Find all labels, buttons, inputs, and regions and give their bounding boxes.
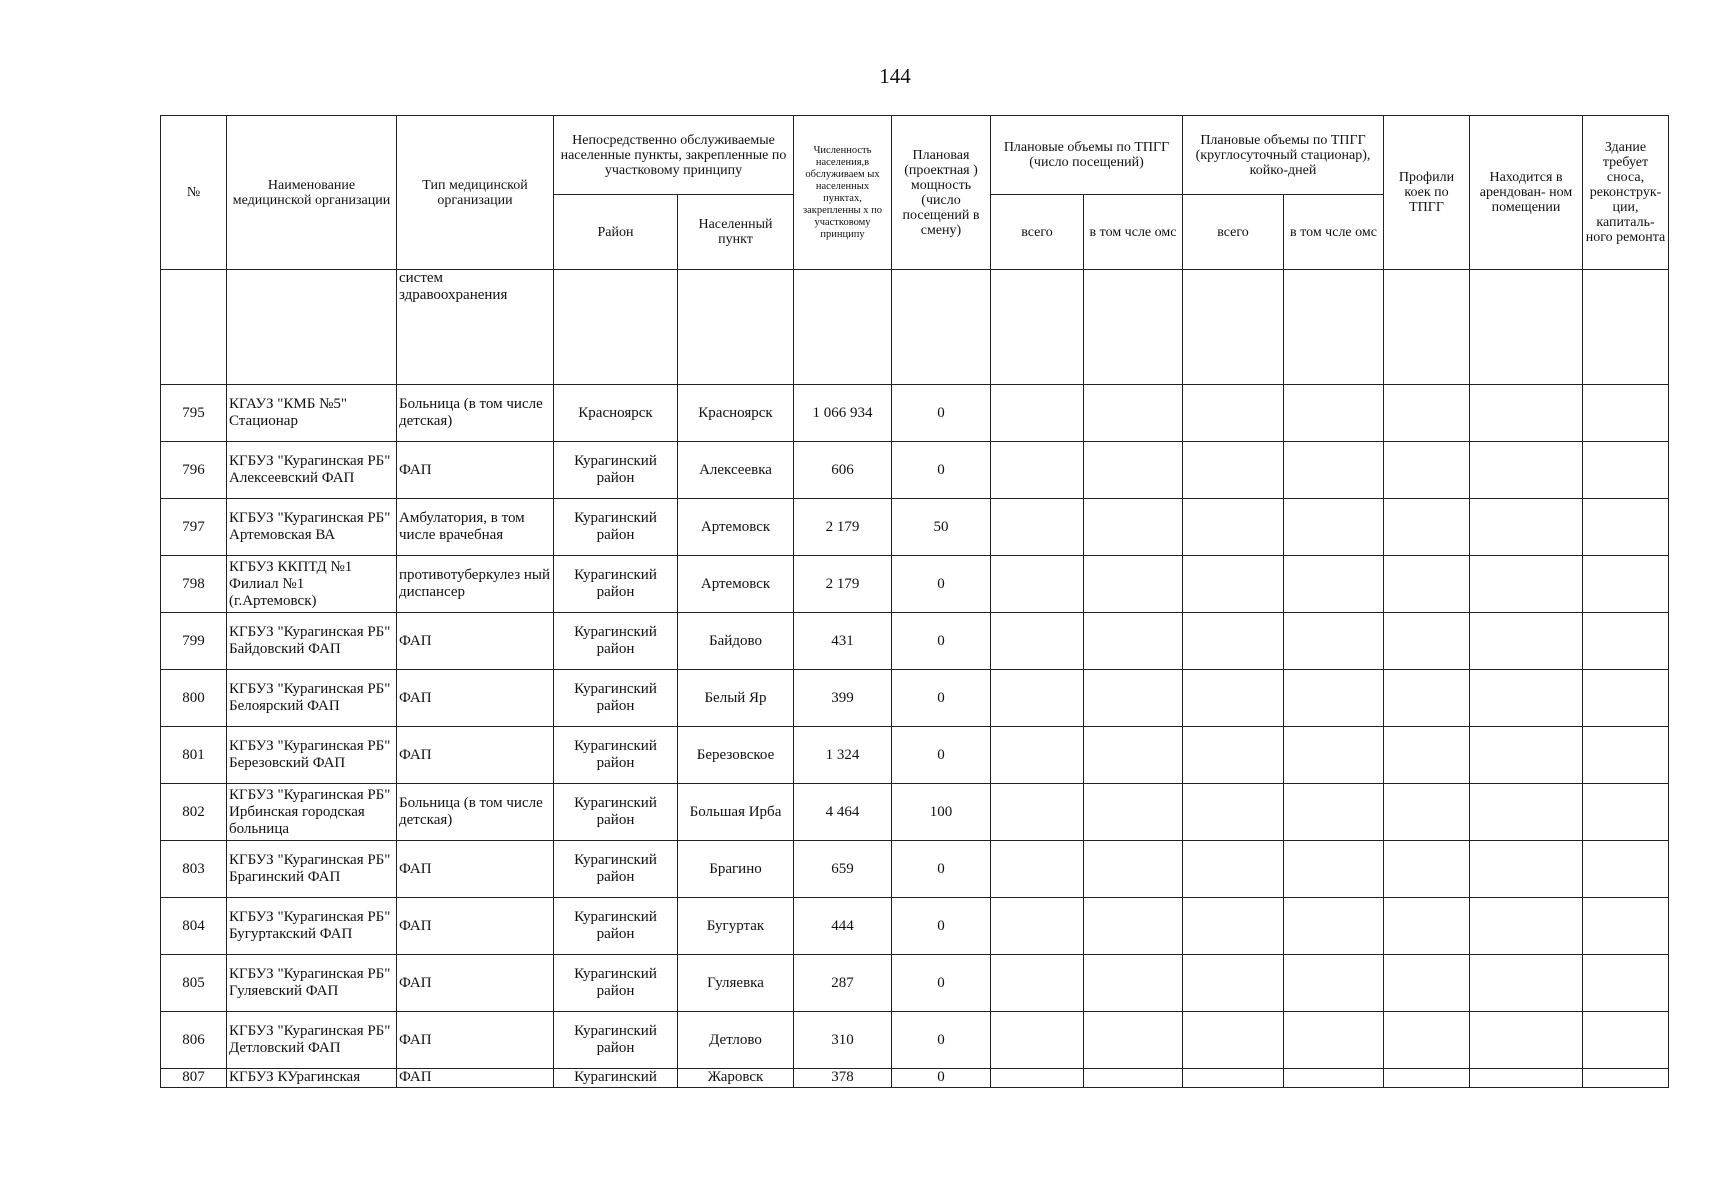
row-type: ФАП	[397, 613, 554, 670]
row-visits-total	[991, 841, 1084, 898]
row-visits-oms	[1084, 1012, 1183, 1069]
row-settlement: Жаровск	[678, 1069, 794, 1088]
row-visits-total	[991, 955, 1084, 1012]
row-visits-total	[991, 784, 1084, 841]
row-profiles	[1384, 442, 1470, 499]
row-beds-oms	[1284, 670, 1384, 727]
row-name: КГБУЗ "Курагинская РБ" Детловский ФАП	[227, 1012, 397, 1069]
row-visits-total	[991, 670, 1084, 727]
row-capacity: 0	[892, 955, 991, 1012]
row-repair	[1583, 499, 1669, 556]
row-settlement: Байдово	[678, 613, 794, 670]
row-num: 804	[161, 898, 227, 955]
row-beds-oms	[1284, 385, 1384, 442]
row-beds-total	[1183, 499, 1284, 556]
table-row	[161, 556, 1669, 613]
row-capacity: 0	[892, 670, 991, 727]
continuation-type: систем здравоохранения	[397, 270, 554, 385]
row-beds-total	[1183, 442, 1284, 499]
header-num: №	[161, 116, 227, 270]
row-name: КГБУЗ КУрагинская	[227, 1069, 397, 1088]
row-repair	[1583, 385, 1669, 442]
row-beds-oms	[1284, 1069, 1384, 1088]
row-capacity: 0	[892, 556, 991, 613]
row-profiles	[1384, 784, 1470, 841]
row-beds-total	[1183, 1069, 1284, 1088]
row-visits-total	[991, 385, 1084, 442]
row-settlement: Детлово	[678, 1012, 794, 1069]
row-settlement: Большая Ирба	[678, 784, 794, 841]
row-name: КГБУЗ "Курагинская РБ" Гуляевский ФАП	[227, 955, 397, 1012]
row-name: КГБУЗ ККПТД №1 Филиал №1 (г.Артемовск)	[227, 556, 397, 613]
row-district: Курагинский район	[554, 499, 678, 556]
row-repair	[1583, 727, 1669, 784]
row-profiles	[1384, 613, 1470, 670]
row-visits-total	[991, 1069, 1084, 1088]
row-beds-total	[1183, 1012, 1284, 1069]
header-district: Район	[554, 195, 678, 270]
row-visits-total	[991, 1012, 1084, 1069]
row-district: Курагинский район	[554, 613, 678, 670]
row-population: 1 066 934	[794, 385, 892, 442]
table-row	[161, 499, 1669, 556]
row-type: противотуберкулез ный диспансер	[397, 556, 554, 613]
row-district: Курагинский район	[554, 955, 678, 1012]
row-name: КГБУЗ "Курагинская РБ" Березовский ФАП	[227, 727, 397, 784]
row-beds-oms	[1284, 898, 1384, 955]
row-beds-oms	[1284, 841, 1384, 898]
table-row	[161, 955, 1669, 1012]
row-repair	[1583, 1012, 1669, 1069]
row-capacity: 0	[892, 442, 991, 499]
row-capacity: 100	[892, 784, 991, 841]
table-body	[161, 270, 1669, 1088]
row-num: 796	[161, 442, 227, 499]
row-visits-oms	[1084, 841, 1183, 898]
row-beds-oms	[1284, 784, 1384, 841]
row-repair	[1583, 613, 1669, 670]
header-name: Наименование медицинской организации	[227, 116, 397, 270]
row-rented	[1470, 955, 1583, 1012]
row-population: 378	[794, 1069, 892, 1088]
row-rented	[1470, 499, 1583, 556]
row-district: Курагинский район	[554, 841, 678, 898]
row-profiles	[1384, 841, 1470, 898]
row-population: 2 179	[794, 556, 892, 613]
row-visits-oms	[1084, 898, 1183, 955]
row-visits-total	[991, 613, 1084, 670]
row-capacity: 0	[892, 898, 991, 955]
row-capacity: 0	[892, 1012, 991, 1069]
row-name: КГБУЗ "Курагинская РБ" Брагинский ФАП	[227, 841, 397, 898]
row-beds-total	[1183, 670, 1284, 727]
row-settlement: Березовское	[678, 727, 794, 784]
table-row	[161, 1012, 1669, 1069]
row-profiles	[1384, 898, 1470, 955]
row-num: 795	[161, 385, 227, 442]
row-name: КГАУЗ "КМБ №5" Стационар	[227, 385, 397, 442]
row-profiles	[1384, 556, 1470, 613]
row-num: 798	[161, 556, 227, 613]
row-num: 803	[161, 841, 227, 898]
table-row	[161, 1069, 1669, 1088]
row-num: 806	[161, 1012, 227, 1069]
row-profiles	[1384, 1069, 1470, 1088]
row-population: 444	[794, 898, 892, 955]
row-profiles	[1384, 385, 1470, 442]
table-row	[161, 727, 1669, 784]
continuation-row	[161, 270, 1669, 385]
row-population: 399	[794, 670, 892, 727]
row-profiles	[1384, 955, 1470, 1012]
row-visits-oms	[1084, 385, 1183, 442]
row-rented	[1470, 613, 1583, 670]
header-served: Непосредственно обслуживаемые населенные пункты, закрепленные по участковому принципу	[554, 116, 794, 195]
row-beds-oms	[1284, 955, 1384, 1012]
table-row	[161, 385, 1669, 442]
row-visits-total	[991, 442, 1084, 499]
row-repair	[1583, 442, 1669, 499]
row-rented	[1470, 784, 1583, 841]
row-visits-oms	[1084, 784, 1183, 841]
row-capacity: 0	[892, 385, 991, 442]
row-settlement: Артемовск	[678, 556, 794, 613]
row-visits-total	[991, 499, 1084, 556]
row-num: 807	[161, 1069, 227, 1088]
row-visits-oms	[1084, 499, 1183, 556]
row-num: 797	[161, 499, 227, 556]
row-repair	[1583, 556, 1669, 613]
header-repair: Здание требует сноса, реконструк- ции, капиталь- ного ремонта	[1583, 116, 1669, 270]
row-district: Курагинский район	[554, 442, 678, 499]
row-rented	[1470, 670, 1583, 727]
row-district: Курагинский район	[554, 1012, 678, 1069]
row-name: КГБУЗ "Курагинская РБ" Ирбинская городская больница	[227, 784, 397, 841]
row-beds-total	[1183, 613, 1284, 670]
row-repair	[1583, 784, 1669, 841]
row-beds-oms	[1284, 556, 1384, 613]
table-row	[161, 898, 1669, 955]
row-beds-total	[1183, 841, 1284, 898]
row-visits-total	[991, 556, 1084, 613]
header-type: Тип медицинской организации	[397, 116, 554, 270]
row-rented	[1470, 442, 1583, 499]
row-settlement: Бугуртак	[678, 898, 794, 955]
row-visits-oms	[1084, 727, 1183, 784]
row-type: ФАП	[397, 841, 554, 898]
row-rented	[1470, 385, 1583, 442]
row-beds-total	[1183, 898, 1284, 955]
row-type: ФАП	[397, 442, 554, 499]
row-population: 431	[794, 613, 892, 670]
row-settlement: Алексеевка	[678, 442, 794, 499]
row-repair	[1583, 955, 1669, 1012]
row-beds-total	[1183, 556, 1284, 613]
row-visits-oms	[1084, 1069, 1183, 1088]
row-visits-total	[991, 898, 1084, 955]
row-type: Больница (в том числе детская)	[397, 385, 554, 442]
header-capacity	[892, 116, 991, 270]
row-capacity: 50	[892, 499, 991, 556]
row-num: 799	[161, 613, 227, 670]
row-name: КГБУЗ "Курагинская РБ" Белоярский ФАП	[227, 670, 397, 727]
row-type: Больница (в том числе детская)	[397, 784, 554, 841]
table-row	[161, 442, 1669, 499]
table-row	[161, 670, 1669, 727]
row-beds-total	[1183, 385, 1284, 442]
page-number: 144	[879, 64, 911, 88]
row-beds-oms	[1284, 727, 1384, 784]
row-beds-total	[1183, 784, 1284, 841]
facilities-table	[160, 115, 1669, 1088]
row-settlement: Брагино	[678, 841, 794, 898]
row-repair	[1583, 670, 1669, 727]
row-name: КГБУЗ "Курагинская РБ" Алексеевский ФАП	[227, 442, 397, 499]
row-capacity: 0	[892, 727, 991, 784]
header-beds-total: всего	[1183, 195, 1284, 270]
table-row	[161, 784, 1669, 841]
row-rented	[1470, 727, 1583, 784]
row-type: ФАП	[397, 670, 554, 727]
row-district: Курагинский район	[554, 898, 678, 955]
row-name: КГБУЗ "Курагинская РБ" Бугуртакский ФАП	[227, 898, 397, 955]
row-population: 287	[794, 955, 892, 1012]
row-type: ФАП	[397, 1012, 554, 1069]
header-beds-oms: в том чсле омс	[1284, 195, 1384, 270]
row-visits-oms	[1084, 955, 1183, 1012]
row-settlement: Белый Яр	[678, 670, 794, 727]
row-population: 2 179	[794, 499, 892, 556]
row-capacity: 0	[892, 841, 991, 898]
row-profiles	[1384, 1012, 1470, 1069]
row-visits-oms	[1084, 613, 1183, 670]
row-num: 800	[161, 670, 227, 727]
header-tpgg-beds: Плановые объемы по ТПГГ (круглосуточный стационар), койко-дней	[1183, 116, 1384, 195]
row-rented	[1470, 1069, 1583, 1088]
row-type: ФАП	[397, 727, 554, 784]
row-type: Амбулатория, в том числе врачебная	[397, 499, 554, 556]
row-type: ФАП	[397, 955, 554, 1012]
row-district: Красноярск	[554, 385, 678, 442]
row-rented	[1470, 556, 1583, 613]
row-rented	[1470, 898, 1583, 955]
header-profiles: Профили коек по ТПГГ	[1384, 116, 1470, 270]
row-num: 802	[161, 784, 227, 841]
row-beds-total	[1183, 727, 1284, 784]
row-name: КГБУЗ "Курагинская РБ" Артемовская ВА	[227, 499, 397, 556]
header-tpgg-visits: Плановые объемы по ТПГГ (число посещений)	[991, 116, 1183, 195]
header-population: Численность населения,в обслуживаем ых населенных пунктах, закрепленны х по участковому принципу	[794, 116, 892, 270]
row-visits-oms	[1084, 556, 1183, 613]
row-settlement: Артемовск	[678, 499, 794, 556]
row-beds-oms	[1284, 442, 1384, 499]
row-settlement: Гуляевка	[678, 955, 794, 1012]
row-rented	[1470, 1012, 1583, 1069]
row-profiles	[1384, 670, 1470, 727]
row-rented	[1470, 841, 1583, 898]
row-type: ФАП	[397, 1069, 554, 1088]
row-settlement: Красноярск	[678, 385, 794, 442]
row-district: Курагинский	[554, 1069, 678, 1088]
row-visits-oms	[1084, 670, 1183, 727]
row-population: 659	[794, 841, 892, 898]
row-repair	[1583, 1069, 1669, 1088]
row-capacity: 0	[892, 1069, 991, 1088]
row-profiles	[1384, 727, 1470, 784]
row-beds-oms	[1284, 613, 1384, 670]
row-population: 1 324	[794, 727, 892, 784]
row-population: 606	[794, 442, 892, 499]
row-population: 4 464	[794, 784, 892, 841]
row-visits-oms	[1084, 442, 1183, 499]
table-row	[161, 841, 1669, 898]
row-beds-oms	[1284, 1012, 1384, 1069]
row-beds-oms	[1284, 499, 1384, 556]
row-num: 801	[161, 727, 227, 784]
row-profiles	[1384, 499, 1470, 556]
row-beds-total	[1183, 955, 1284, 1012]
row-num: 805	[161, 955, 227, 1012]
row-district: Курагинский район	[554, 670, 678, 727]
row-name: КГБУЗ "Курагинская РБ" Байдовский ФАП	[227, 613, 397, 670]
row-capacity: 0	[892, 613, 991, 670]
header-capacity-a: Плановая (проектная ) мощность	[904, 147, 978, 193]
header-visits-total: всего	[991, 195, 1084, 270]
header-rented: Находится в арендован- ном помещении	[1470, 116, 1583, 270]
row-repair	[1583, 841, 1669, 898]
table-row	[161, 613, 1669, 670]
row-district: Курагинский район	[554, 727, 678, 784]
header-visits-oms: в том чсле омс	[1084, 195, 1183, 270]
row-district: Курагинский район	[554, 784, 678, 841]
row-visits-total	[991, 727, 1084, 784]
row-type: ФАП	[397, 898, 554, 955]
header-settlement: Населенный пункт	[678, 195, 794, 270]
row-repair	[1583, 898, 1669, 955]
row-population: 310	[794, 1012, 892, 1069]
header-capacity-b: (число посещений в смену)	[902, 192, 980, 238]
row-district: Курагинский район	[554, 556, 678, 613]
